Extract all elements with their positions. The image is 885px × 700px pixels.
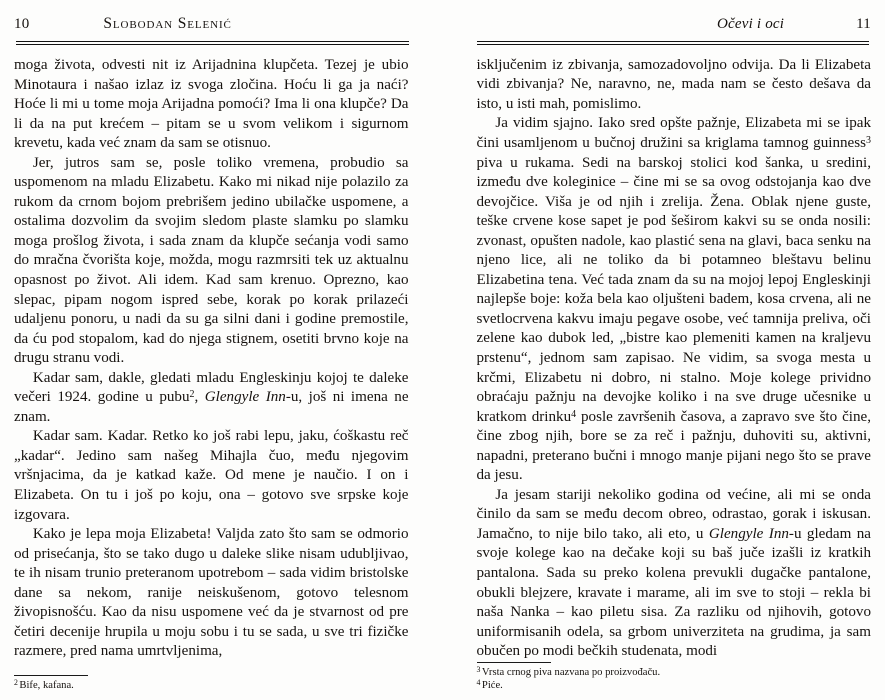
right-running-head <box>477 14 872 40</box>
footnote-marker[interactable]: 2 <box>189 389 195 401</box>
text-run: piva u rukama. Sedi na barskoj stolici kod šanka, u sredini, između dve koleginice – čine mi se sa ovog odstojanja kao dve devojčice. Viša je od njih i zrelija. Žena. Oblak njene guste, teške crvene kose sapet je pod šeširom kakvi su se onda nosili: zvonast, opušten nadole, kao plastić sena na glavi, baca senku na njeno lice, ali ne toliko da bi potamneo bleštavu belinu Elizabetina tena. Već tada znam da su na mojoj lepoj Engleskinji najlepše boje: koža bela kao oljušteni badem, kosa crvena, ali ne svetlocrvena kakvu imaju pegave osobe, već tamnija preliva, oči zelene kao dubok led, „bistre kao plemeniti kamen na kraljevu prstenu“, jednom sam zapisao. Ne vidim, sa svoga mesta u krčmi, Elizabetu ni dobro, ni stalno. Moje kolege prividno obraćaju pažnju na devojke koliko i na sve druge učesnike u kratkom drinku <box>476 154 871 425</box>
body-paragraph <box>477 486 872 658</box>
left-page-number: 10 <box>14 16 30 32</box>
body-paragraph <box>14 427 409 525</box>
text-run: Ja jesam stariji nekoliko godina od većine, ali mi se onda činilo da sam se među decom obreo, odrastao, gorak i iskusan. Jamačno, to nije bilo tako, ali eto, u <box>476 486 871 542</box>
book-title: Očevi i oci <box>716 16 785 32</box>
body-paragraph <box>14 154 409 369</box>
text-run: Kako je lepa moja Elizabeta! Valjda zato što sam se odmorio od prisećanja, što se tako dugo u daleke slike nisam udubljivao, te ih nisam trunio preteranom upotrebom – sada vidim bristolske dane sa nekom, ranije neiskušenom, gotovo telesnom živopisnošću. Kao da nisu uspomene već da je stvarnost od pre četiri decenije hrupila u moju sobu i tu se sada, u sve tri fizičke razmere, pred nama umrtvljenima, <box>14 526 409 660</box>
italic-title: Glengyle Inn <box>204 389 286 406</box>
text-run: Kadar sam. Kadar. Retko ko još rabi lepu, jaku, ćoškastu reč „kadar“. Jedino sam našeg Mihajla čuo, među njegovim vršnjacima, da je katkad kaže. Od mene je naučio. I on i Elizabeta. On tu i još po koju, ona – gotovo sve srpske koje izgovara. <box>14 428 409 523</box>
author-name: Slobodan Selenić <box>103 15 232 32</box>
left-footnote-rule <box>14 675 88 676</box>
footnote-marker[interactable]: 3 <box>866 134 871 146</box>
left-footnote-list <box>14 679 409 692</box>
right-body-text <box>477 45 872 658</box>
text-run: , <box>194 389 205 406</box>
left-body-text <box>14 45 409 671</box>
text-run: moga života, odvesti nit iz Arijadnina klupčeta. Tezej je ubio Minotaura i našao izlaz iz svoga zločina. Hoću li ga ja naći? Hoće li mi u tome moja Arijadna pomoći? Ima li ona klupče? Da li da na put krećem – pitam se u svom velikom i sigurnom krevetu, kada već znam da sam se otisnuo. <box>14 57 409 152</box>
body-paragraph <box>14 369 409 428</box>
text-run: Ja vidim sjajno. Iako sred opšte pažnje, Elizabeta mi se ipak čini usamljenom u bučnoj družini sa kriglama tamnog guinness <box>476 115 871 151</box>
right-page <box>443 0 885 700</box>
text-run: Kadar sam, dakle, gledati mladu Engleskinju kojoj te daleke večeri 1924. godine u pubu <box>14 369 409 406</box>
footnote-number: 4 <box>476 677 481 687</box>
text-run: Jer, jutros sam se, posle toliko vremena, probudio sa uspomenom na mladu Elizabetu. Kako mi nikad nije polazilo za rukom da crnom bojom prebrišem jedino ubilačke uspomene, a ostalima dozvolim da svojim sledom plaste slamku po slamku moga prošlog života, i sada znam da klupče sećanja vodi samo do mračna čvorišta koje, možda, mogu razmrsiti tek uz aktualnu opasnost po život. Ali idem. Kad sam krenuo. Oprezno, kao slepac, pipam nogom ispred sebe, korak po korak prilazeći udaljenu ponoru, u nadi da su ga silni dani i godine premostile, da ću pod stopalom, kad do njega stignem, osetiti brvno koje na drugu stranu vodi. <box>14 154 409 367</box>
right-footnote-rule <box>477 662 551 663</box>
footnote-marker[interactable]: 4 <box>571 408 577 420</box>
footnote <box>477 666 872 679</box>
left-footnotes <box>14 671 409 692</box>
footnote-number: 3 <box>476 664 481 674</box>
text-run: isključenim iz zbivanja, samozadovoljno odvija. Da li Elizabeta vidi zbivanja? Ne, naravno, ne, mada nam se često dešava da isto, u isti mah, pomislimo. <box>476 56 871 112</box>
right-page-number: 11 <box>856 16 871 32</box>
footnote-text: Vrsta crnog piva nazvana po proizvođaču. <box>481 666 661 678</box>
left-running-head <box>14 14 409 40</box>
right-footnote-list <box>477 666 872 692</box>
body-paragraph <box>477 114 872 485</box>
body-paragraph <box>14 56 409 154</box>
footnote <box>14 679 409 692</box>
text-run: posle završenih časova, a zapravo sve što čine, čine zbog njih, bore se za reč i pažnju, duhoviti su, aktivni, napadni, preterano bučni i mnogo manje pijani nego što se prave da jesu. <box>476 408 871 484</box>
body-paragraph <box>14 525 409 662</box>
text-run: -u gledam na svoje kolege kao na dečake koji su baš juče izašli iz kratkih pantalona. Sada su preko kolena prevukli dugačke pantalone, obukli blejzere, kravate i marame, ali im sve to stoji – rekla bi naša Nanka – kao piletu sisa. Za razliku od njihovih, gotovo uniformisanih odela, sa grbom univerziteta na grudima, ja sam obučen po modi bečkih studenata, modi <box>476 525 871 658</box>
right-footnotes <box>477 658 872 692</box>
footnote-text: Bife, kafana. <box>19 679 74 691</box>
footnote <box>477 679 872 692</box>
body-paragraph <box>477 56 872 115</box>
text-run: -u, još ni imena ne znam. <box>14 389 409 425</box>
footnote-number: 2 <box>14 677 18 687</box>
italic-title: Glengyle Inn <box>708 525 789 542</box>
footnote-text: Piće. <box>481 679 503 691</box>
